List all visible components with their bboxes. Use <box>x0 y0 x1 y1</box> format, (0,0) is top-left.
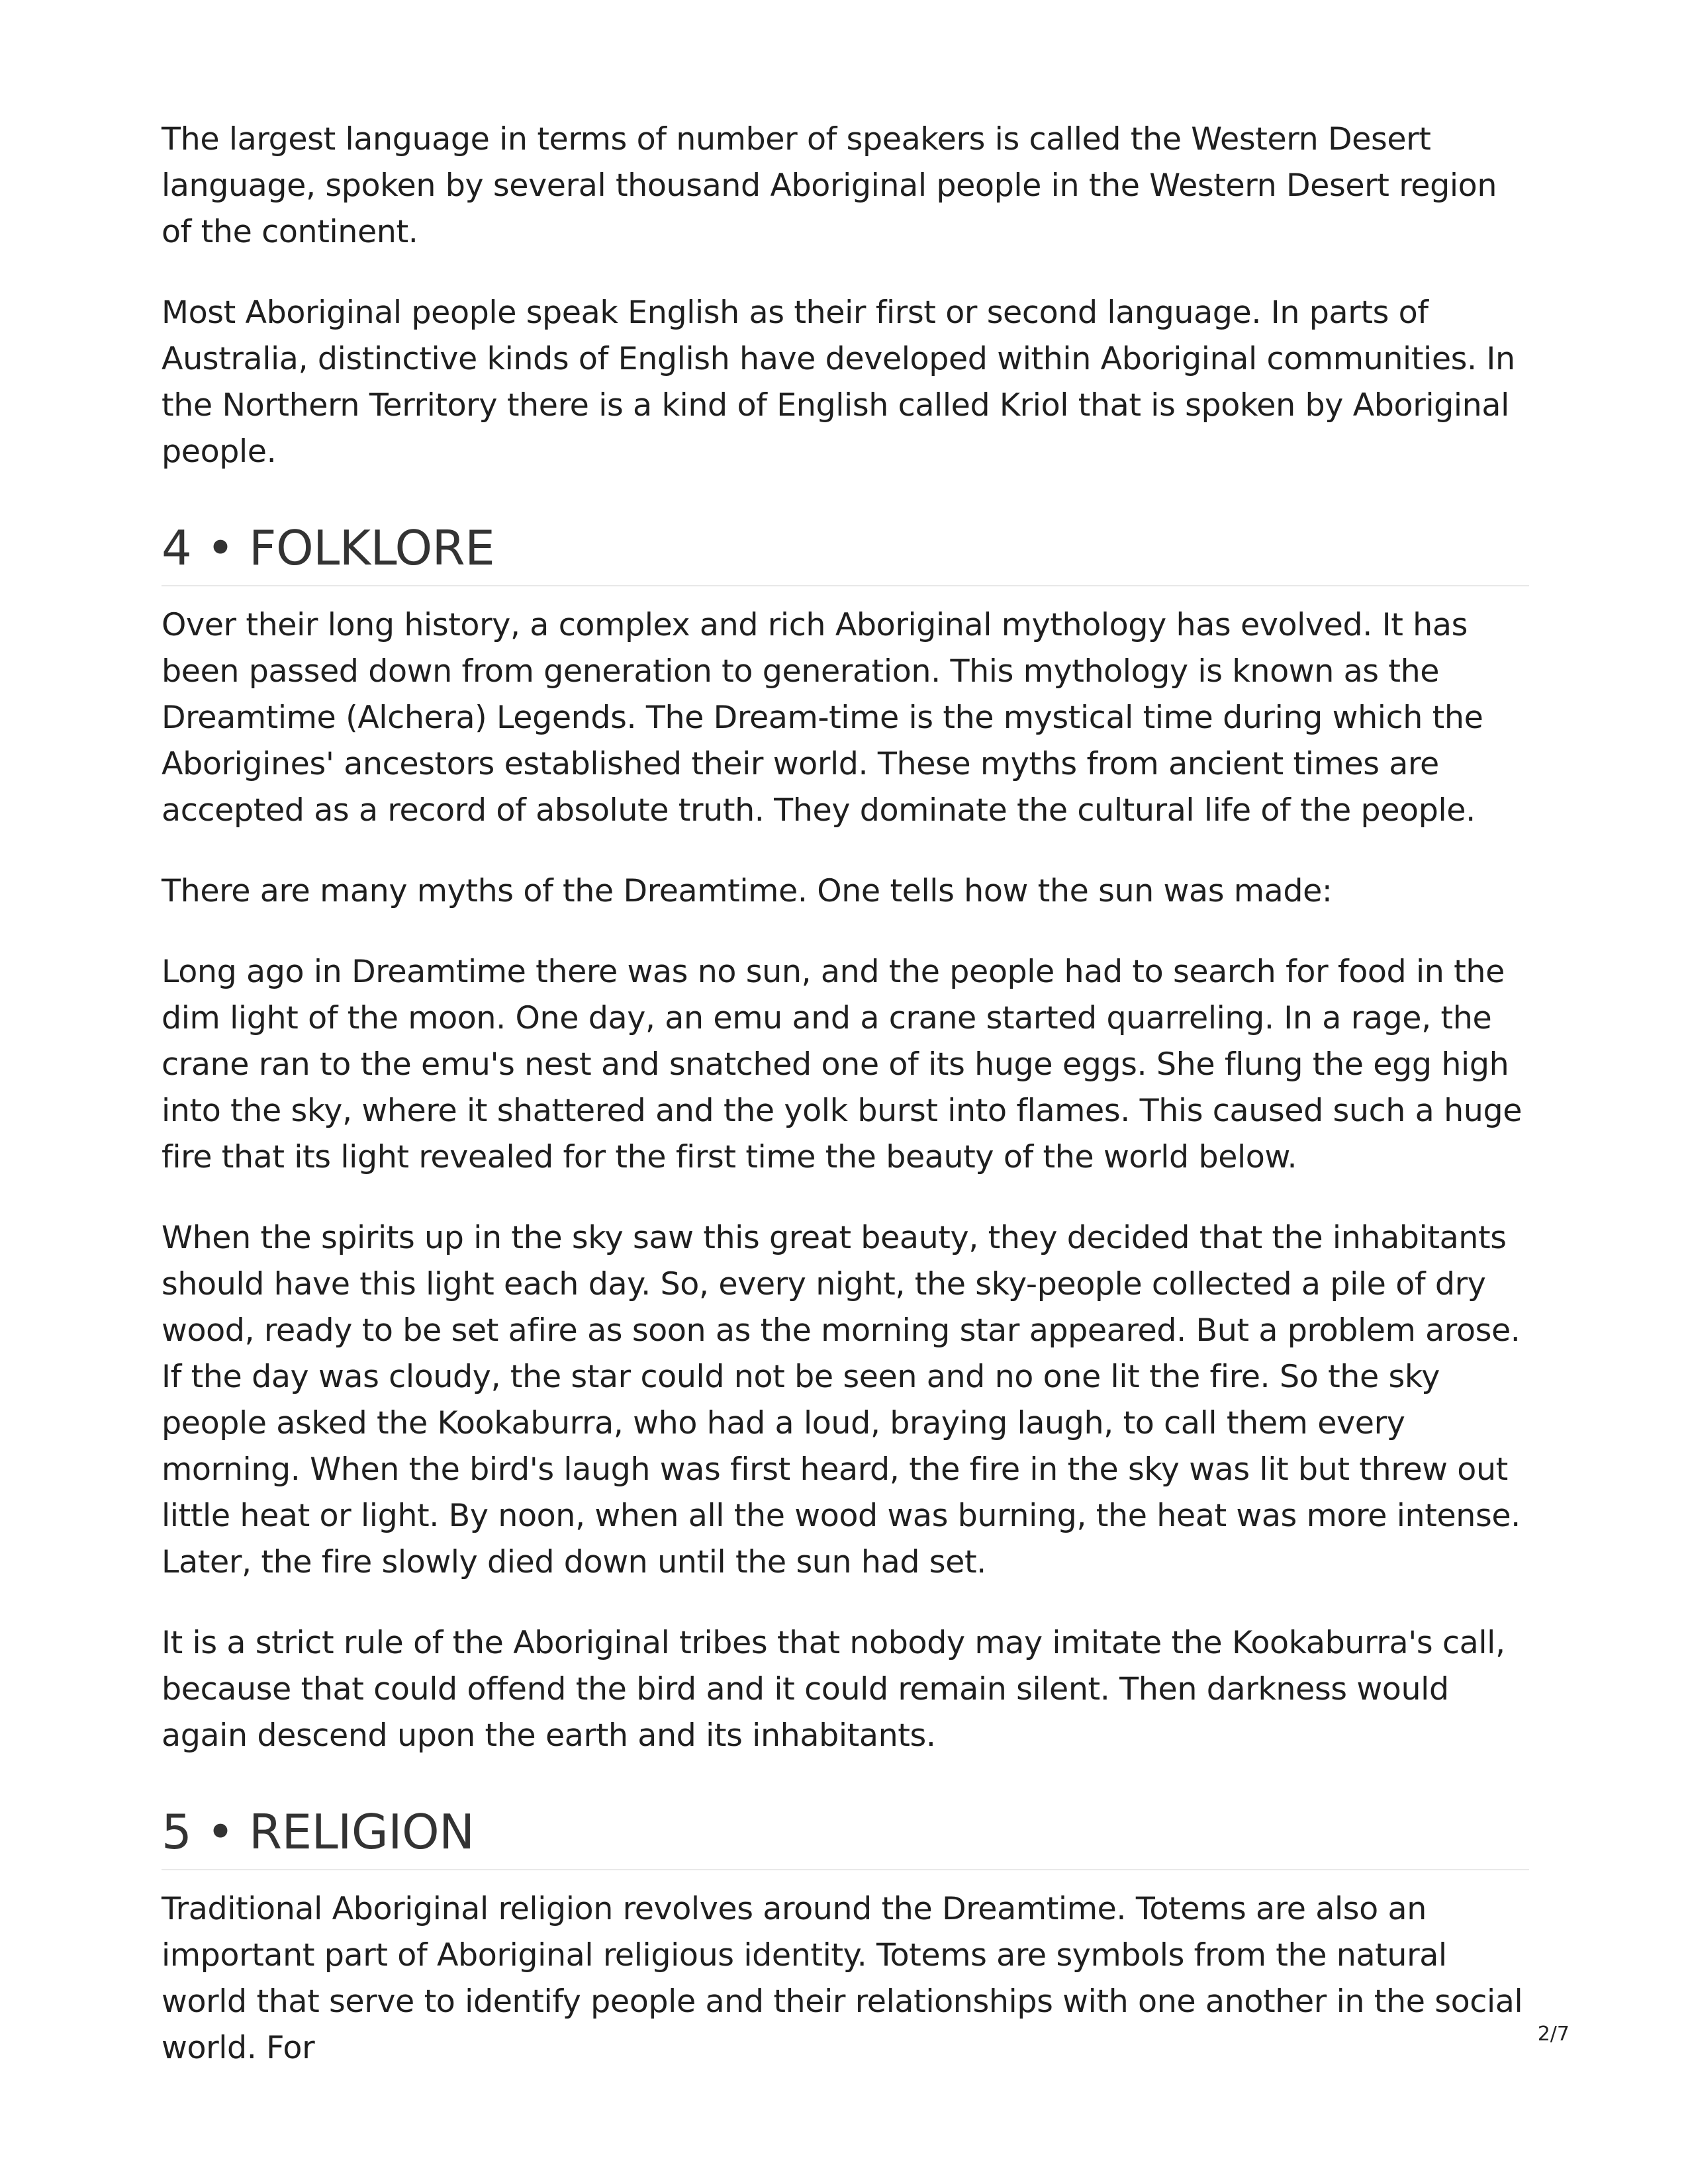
paragraph-sky-spirits: When the spirits up in the sky saw this great beauty, they decided that the inhabitants should have this light each day. So, every night, the sky-people collected a pile of dry wood, ready to be set afire as soon as the morning star appeared. But a problem arose. If the day was cloudy, the star could not be seen and no one lit the fire. So the sky people asked the Kookaburra, who had a loud, braying laugh, to call them every morning. When the bird's laugh was first heard, the fire in the sky was lit but threw out little heat or light. By noon, when all the wood was burning, the heat was more intense. Later, the fire slowly died down until the sun had set. <box>162 1220 1521 1580</box>
paragraph-english-kriol: Most Aboriginal people speak English as their first or second language. In parts of Australia, distinctive kinds of English have developed within Aboriginal communities. In the Northern Territory there is a kind of English called Kriol that is spoken by Aboriginal people. <box>162 295 1515 470</box>
paragraph-western-desert: The largest language in terms of number of speakers is called the Western Desert language, spoken by several thousand Aboriginal people in the Western Desert region of the continent. <box>162 121 1497 250</box>
paragraph-kookaburra-rule: It is a strict rule of the Aboriginal tribes that nobody may imitate the Kookaburra's call, because that could offend the bird and it could remain silent. Then darkness would again descend upon the earth and its inhabitants. <box>162 1625 1505 1754</box>
paragraph-mythology: Over their long history, a complex and rich Aboriginal mythology has evolved. It has been passed down from generation to generation. This mythology is known as the Dreamtime (Alchera) Legends. The Dream-time is the mystical time during which the Aborigines' ancestors established their world. These myths from ancient times are accepted as a record of absolute truth. They dominate the cultural life of the people. <box>162 607 1483 829</box>
section-heading-folklore: 4 • FOLKLORE <box>162 520 495 576</box>
section-heading-religion: 5 • RELIGION <box>162 1804 475 1860</box>
section-divider <box>162 585 1529 586</box>
section-religion-header <box>162 1759 1529 1870</box>
section-folklore-header <box>162 475 1529 586</box>
section-divider <box>162 1869 1529 1870</box>
document-body <box>162 116 1529 2071</box>
paragraph-sun-myth: Long ago in Dreamtime there was no sun, and the people had to search for food in the dim light of the moon. One day, an emu and a crane started quarreling. In a rage, the crane ran to the emu's nest and snatched one of its huge eggs. She flung the egg high into the sky, where it shattered and the yolk burst into flames. This caused such a huge fire that its light revealed for the first time the beauty of the world below. <box>162 954 1523 1175</box>
paragraph-myths-intro: There are many myths of the Dreamtime. One tells how the sun was made: <box>162 873 1333 909</box>
paragraph-totems: Traditional Aboriginal religion revolves around the Dreamtime. Totems are also an important part of Aboriginal religious identity. Totems are symbols from the natural world that serve to identify people and their relationships with one another in the social world. For <box>162 1891 1523 2066</box>
page-number: 2/7 <box>1537 2023 1570 2046</box>
